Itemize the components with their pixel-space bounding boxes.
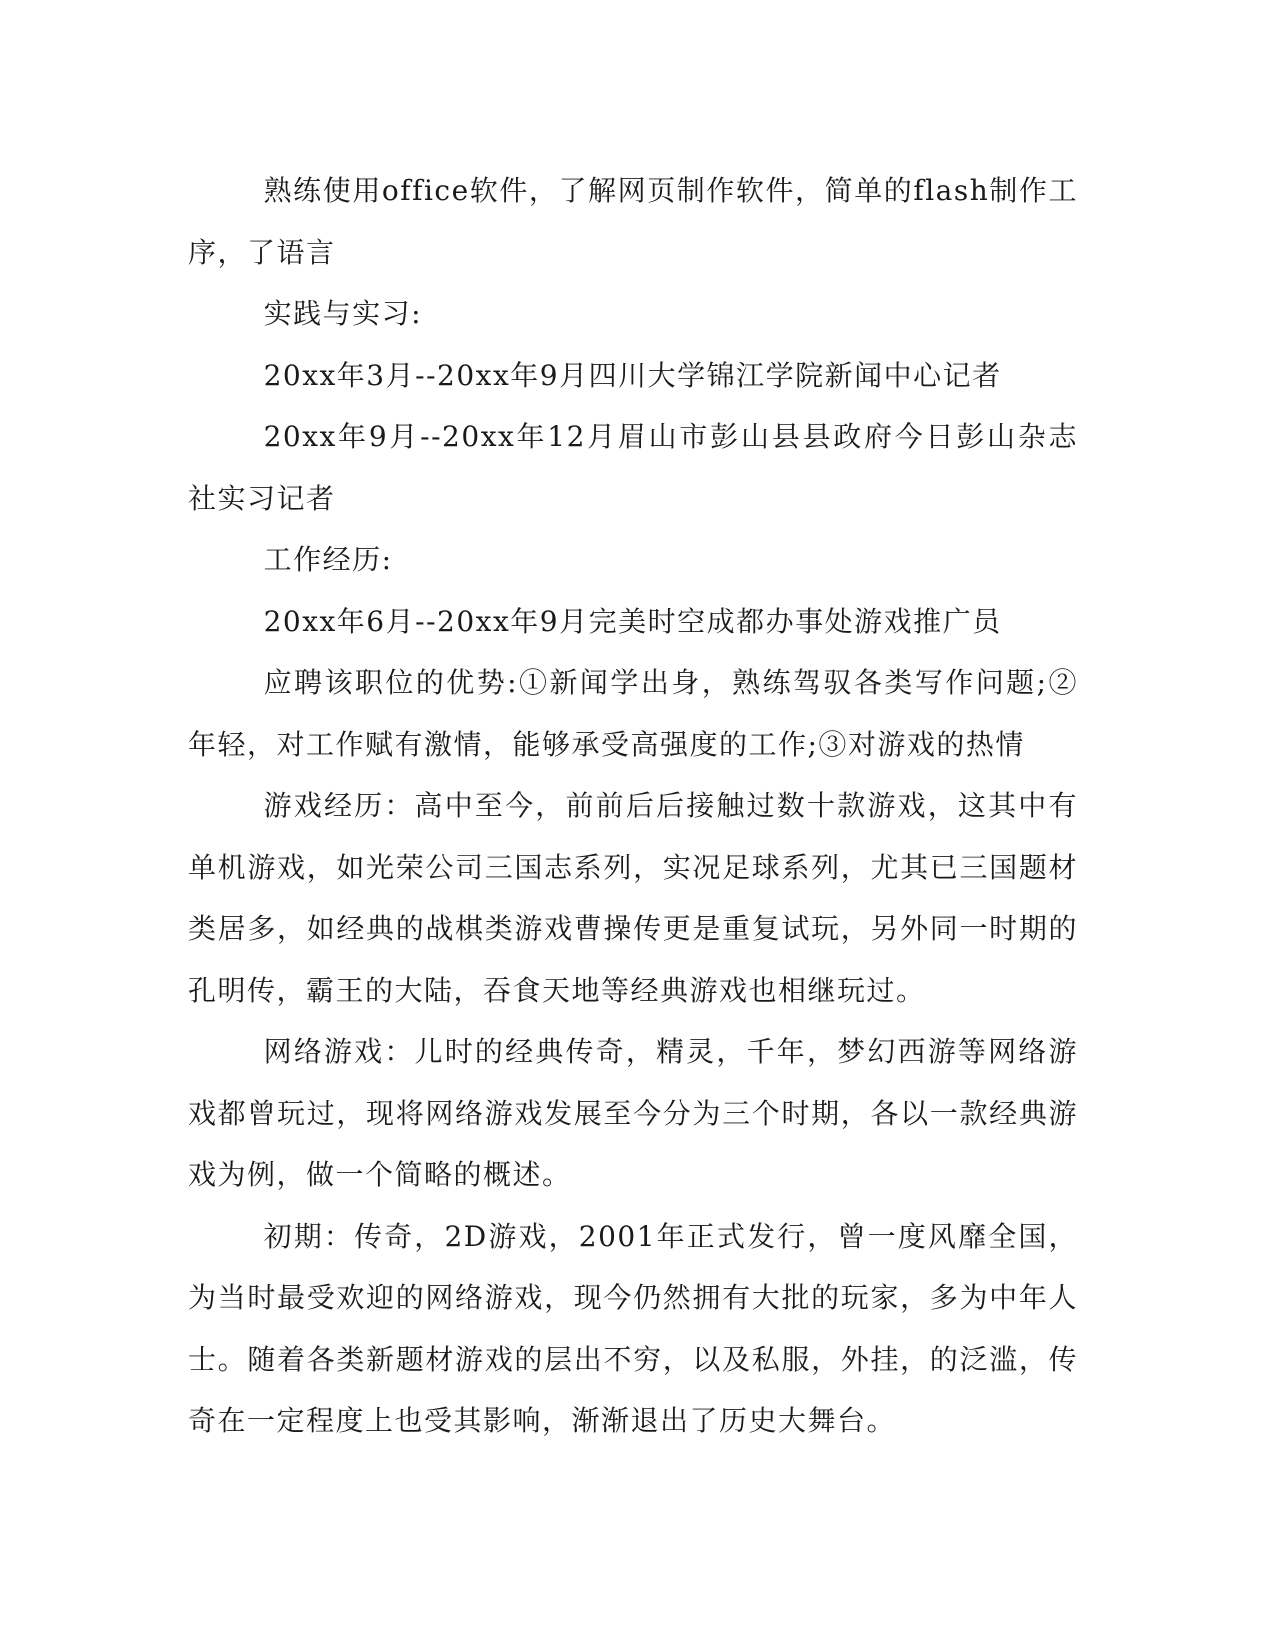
paragraph-practice-2: 20xx年9月--20xx年12月眉山市彭山县县政府今日彭山杂志社实习记者 <box>188 420 1078 515</box>
heading-practice-internship: 实践与实习: <box>263 297 423 330</box>
paragraph-skills: 熟练使用office软件，了解网页制作软件，简单的flash制作工序，了语言 <box>188 174 1078 269</box>
paragraph-game-experience: 游戏经历：高中至今，前前后后接触过数十款游戏，这其中有单机游戏，如光荣公司三国志系列，实况足球系列，尤其已三国题材类居多，如经典的战棋类游戏曹操传更是重复试玩，另外同一时期的孔明传，霸王的大陆，吞食天地等经典游戏也相继玩过。 <box>188 789 1078 1007</box>
document-body <box>188 160 1078 1452</box>
paragraph-work-1: 20xx年6月--20xx年9月完美时空成都办事处游戏推广员 <box>263 604 1002 638</box>
paragraph-advantages: 应聘该职位的优势:①新闻学出身，熟练驾驭各类写作问题;②年轻，对工作赋有激情，能够承受高强度的工作;③对游戏的热情 <box>188 666 1078 761</box>
paragraph-online-games: 网络游戏：儿时的经典传奇，精灵，千年，梦幻西游等网络游戏都曾玩过，现将网络游戏发展至今分为三个时期，各以一款经典游戏为例，做一个简略的概述。 <box>188 1035 1078 1191</box>
paragraph-early-period: 初期：传奇，2D游戏，2001年正式发行，曾一度风靡全国，为当时最受欢迎的网络游戏，现今仍然拥有大批的玩家，多为中年人士。随着各类新题材游戏的层出不穷，以及私服，外挂，的泛滥，传奇在一定程度上也受其影响，渐渐退出了历史大舞台。 <box>188 1219 1078 1437</box>
paragraph-practice-1: 20xx年3月--20xx年9月四川大学锦江学院新闻中心记者 <box>263 358 1002 392</box>
heading-work-experience: 工作经历: <box>263 543 393 576</box>
